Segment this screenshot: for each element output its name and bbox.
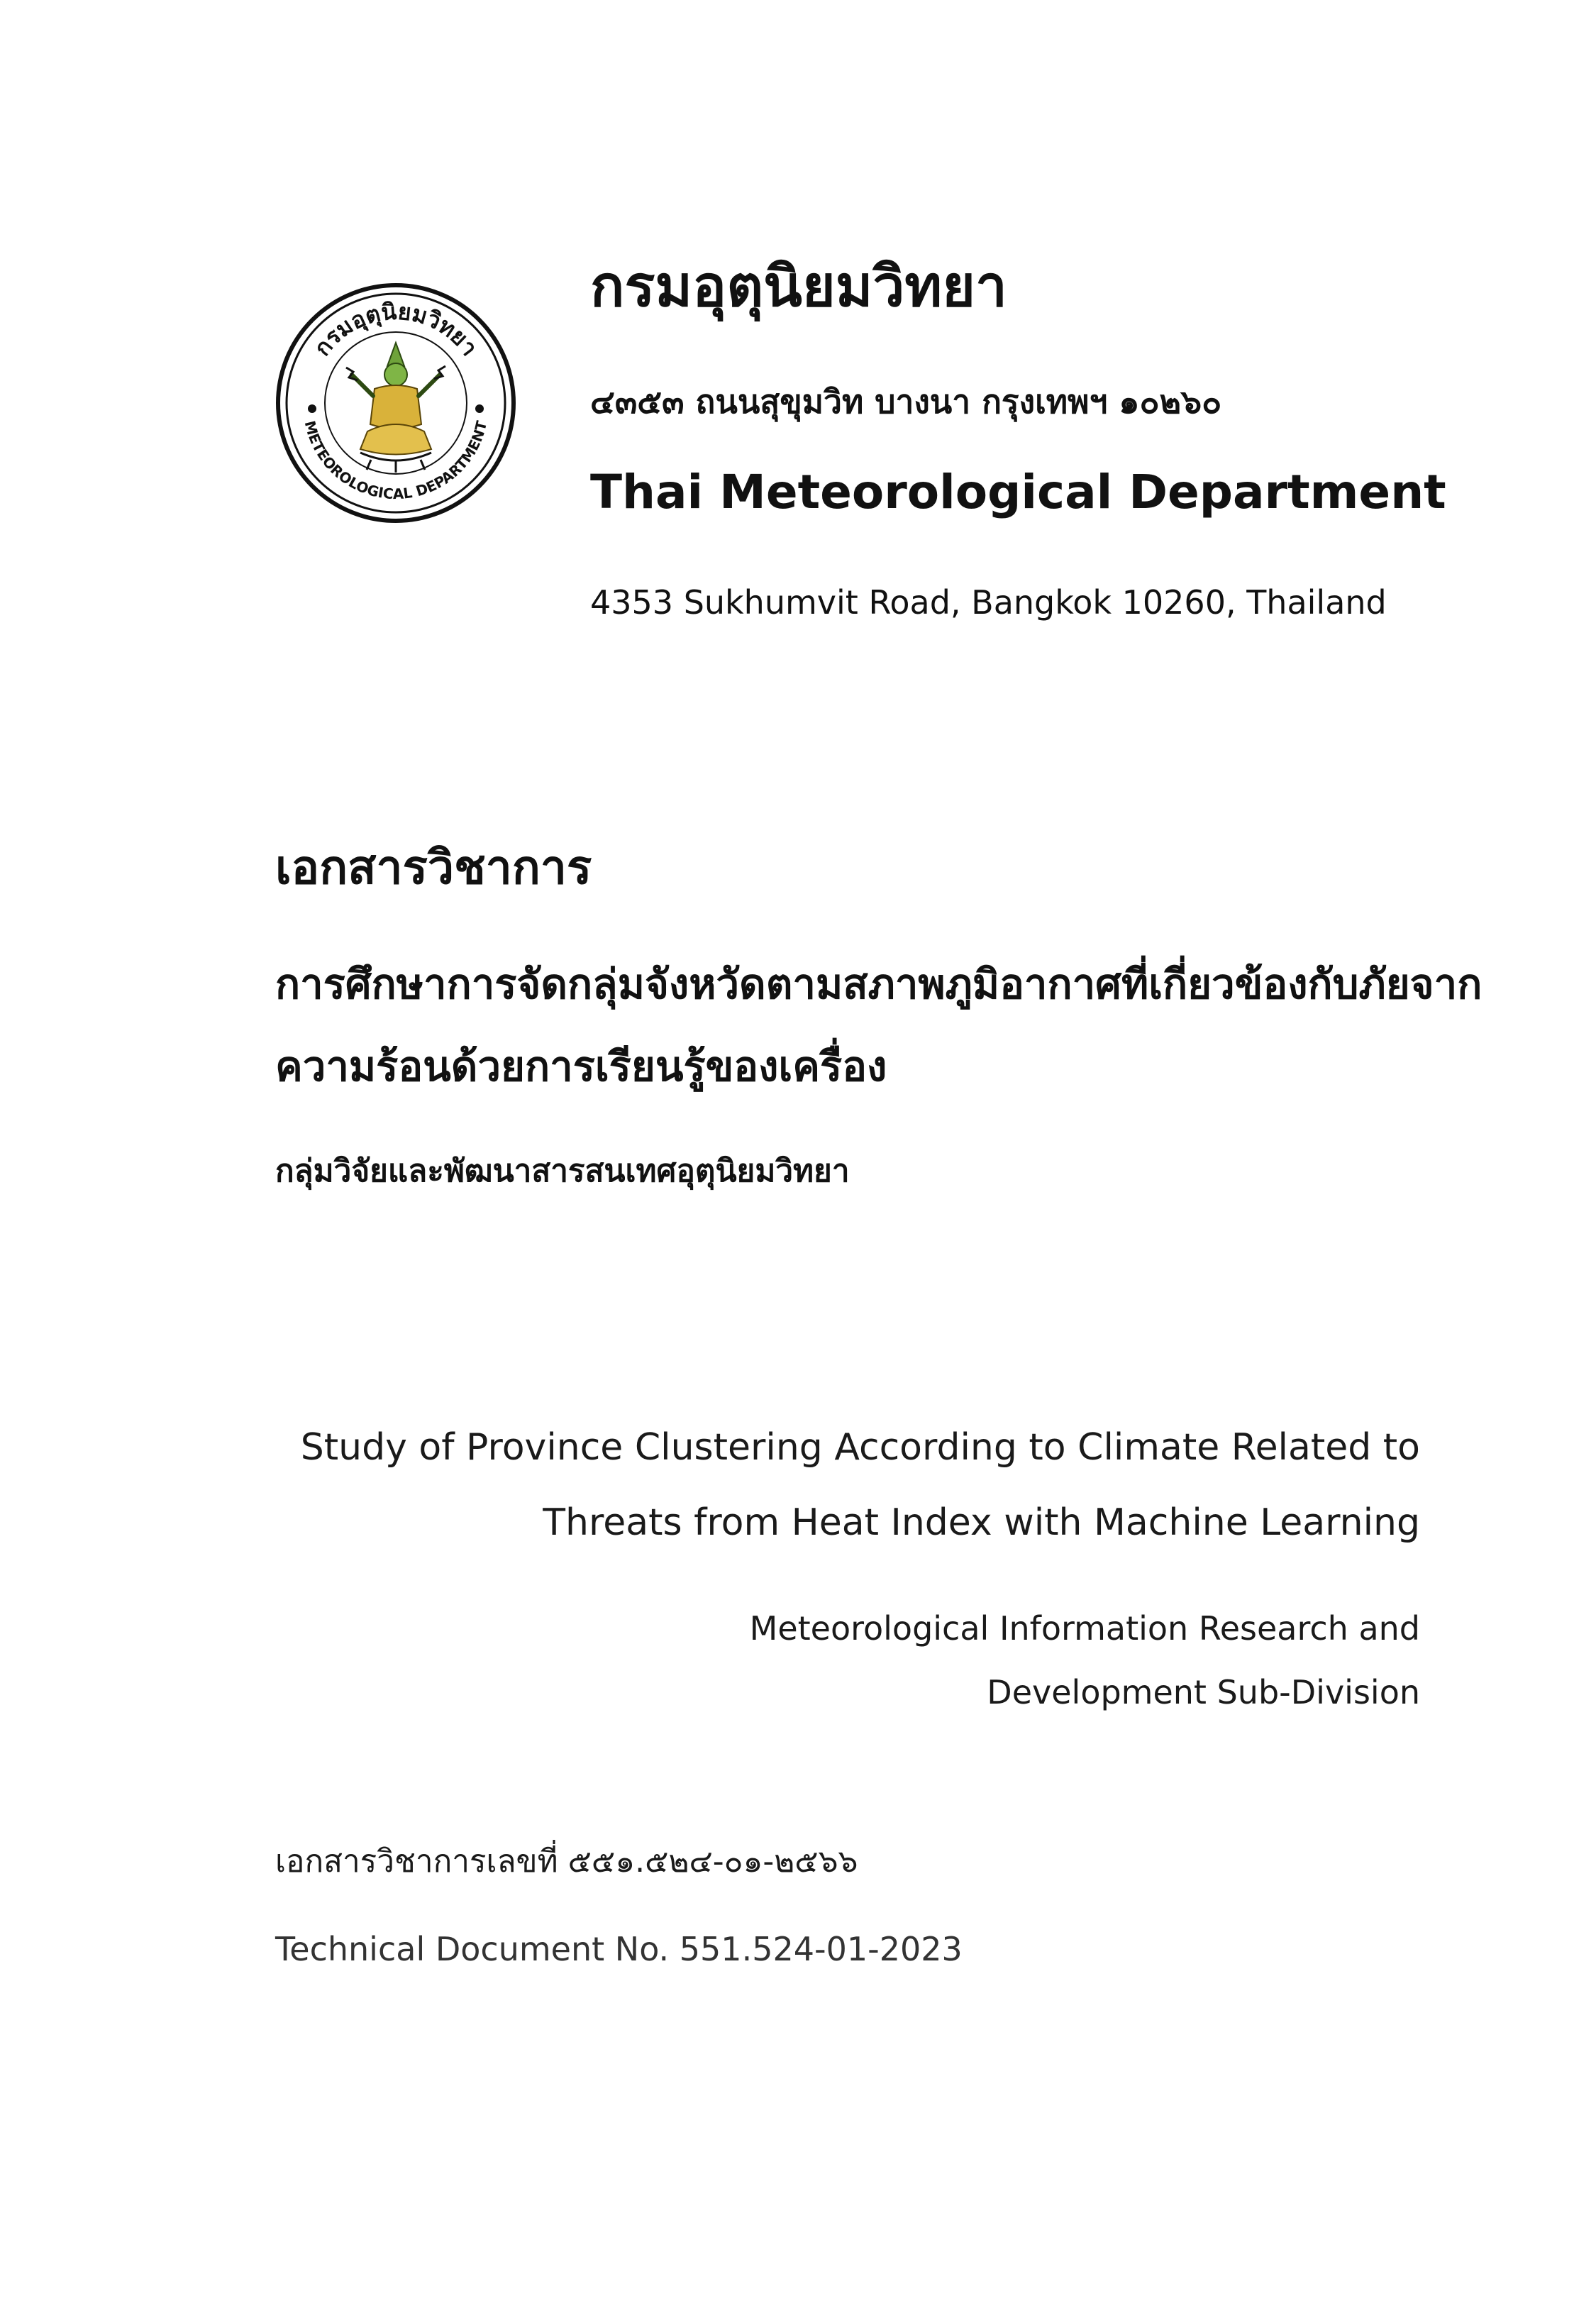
division-english-line-2: Development Sub-Division [987,1673,1420,1711]
document-number-english: Technical Document No. 551.524-01-2023 [275,1930,963,1968]
title-english-line-1: Study of Province Clustering According to Climate Related to [300,1426,1420,1469]
title-english-line-2: Threats from Heat Index with Machine Learning [543,1501,1420,1544]
address-thai: ๔๓๕๓ ถนนสุขุมวิท บางนา กรุงเทพฯ ๑๐๒๖๐ [590,382,1222,421]
document-number-thai: เอกสารวิชาการเลขที่ ๕๕๑.๕๒๔-๐๑-๒๕๖๖ [275,1843,858,1880]
seal-bottom-text: METEOROLOGICAL DEPARTMENT [301,419,491,503]
title-thai-line-2: ความร้อนด้วยการเรียนรู้ของเครื่อง [275,1042,887,1091]
division-english-line-1: Meteorological Information Research and [749,1609,1420,1648]
division-thai: กลุ่มวิจัยและพัฒนาสารสนเทศอุตุนิยมวิทยา [275,1153,850,1189]
address-english: 4353 Sukhumvit Road, Bangkok 10260, Thailand [590,583,1387,622]
org-name-english: Thai Meteorological Department [590,465,1446,519]
title-thai-line-1: การศึกษาการจัดกลุ่มจังหวัดตามสภาพภูมิอากาศที่เกี่ยวข้องกับภัยจาก [275,960,1483,1008]
document-type-thai: เอกสารวิชาการ [275,840,592,895]
department-seal-logo [275,282,516,524]
org-name-thai: กรมอุตุนิยมวิทยา [590,253,1007,319]
seal-top-text: กรมอุตุนิยมวิทยา [308,297,484,361]
seal-emblem-icon [275,282,516,524]
